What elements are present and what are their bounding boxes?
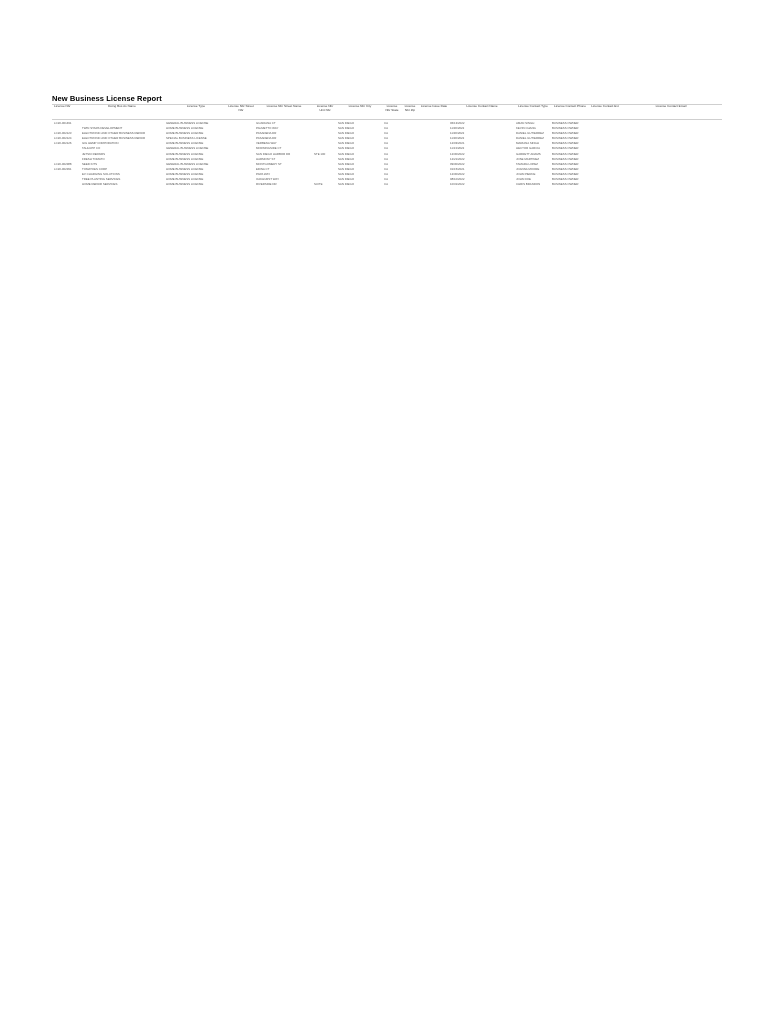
table-cell: SUITE bbox=[314, 182, 323, 187]
table-cell: SAN DIEGO bbox=[338, 171, 355, 176]
report-sheet bbox=[52, 0, 722, 1024]
table-cell: TOMATOES CORP bbox=[82, 166, 108, 171]
table-cell: PASADENA DR bbox=[256, 131, 277, 136]
table-cell: BUSINESS OWNER bbox=[552, 161, 579, 166]
table-cell: CA bbox=[384, 161, 389, 166]
table-cell: BUSINESS OWNER bbox=[552, 121, 579, 125]
table-cell: SAN DIEGO bbox=[338, 126, 355, 131]
table-cell: AMAN SINGH bbox=[516, 121, 535, 125]
report-title: New Business License Report bbox=[52, 94, 162, 103]
table-cell: BUSINESS OWNER bbox=[552, 166, 579, 171]
table-cell: SAN DIEGO bbox=[338, 182, 355, 187]
header-zip: License Nbr Zip bbox=[404, 105, 416, 112]
table-cell: HOME BUSINESS LICENSE bbox=[166, 156, 204, 161]
table-cell: EV CHARGING SOLUTIONS bbox=[82, 171, 120, 176]
table-cell: FRESH TOMATO bbox=[82, 156, 105, 161]
table-cell: VERBENA WAY bbox=[256, 141, 277, 146]
table-cell: JOSE MARTINEZ bbox=[516, 156, 540, 161]
table-cell: CA bbox=[384, 146, 389, 151]
table-cell: CA bbox=[384, 182, 389, 187]
table-cell: CA bbox=[384, 177, 389, 182]
table-cell: GIG HEMP CORPORATION bbox=[82, 141, 119, 146]
table-cell: CA bbox=[384, 171, 389, 176]
table-cell: JOHN DOE bbox=[516, 177, 531, 182]
table-cell: BUSINESS OWNER bbox=[552, 151, 579, 156]
table-cell: 12/03/2021 bbox=[450, 141, 465, 146]
header-issue-date: License Issue Date bbox=[420, 105, 448, 108]
header-unit-nbr: License Nbr Unit Nbr bbox=[316, 105, 334, 112]
table-cell: LC20-002388 bbox=[54, 161, 72, 166]
table-cell: CA bbox=[384, 141, 389, 146]
header-street-name: License Nbr Street Name bbox=[266, 105, 302, 108]
table-cell: 09/30/2022 bbox=[450, 161, 465, 166]
table-cell: LC20-001491 bbox=[54, 121, 72, 125]
table-cell: SPECIAL BUSINESS LICENSE bbox=[166, 136, 207, 141]
table-cell: CA bbox=[384, 126, 389, 131]
table-cell: GARRETT ADAMS bbox=[516, 151, 541, 156]
table-cell: TAMARA LOPEZ bbox=[516, 161, 538, 166]
table-cell: BUSINESS OWNER bbox=[552, 136, 579, 141]
table-cell: DANIEL GUTIERREZ bbox=[516, 136, 544, 141]
table-cell: HOME BUSINESS LICENSE bbox=[166, 151, 204, 156]
table-cell: 12/21/2022 bbox=[450, 156, 465, 161]
table-cell: BUSINESS OWNER bbox=[552, 182, 579, 187]
table-cell: SAN DIEGO bbox=[338, 156, 355, 161]
table-cell: SAN DIEGO HARBOR DR bbox=[256, 151, 291, 156]
table-cell: 10/31/2022 bbox=[450, 182, 465, 187]
table-cell: 11/30/2022 bbox=[450, 136, 465, 141]
table-cell: HOME BUSINESS LICENSE bbox=[166, 141, 204, 146]
table-cell: JETSKI REPAIRS bbox=[82, 151, 106, 156]
table-cell: BUSINESS OWNER bbox=[552, 171, 579, 176]
table-cell: KEVIN CHANG bbox=[516, 126, 536, 131]
header-license-type: License Type bbox=[186, 105, 206, 108]
table-cell: HECTOR GARCIA bbox=[516, 146, 541, 151]
header-state: License Nbr State bbox=[385, 105, 399, 112]
table-cell: PALMETTO WAY bbox=[256, 126, 279, 131]
table-cell: CHRIS BRANDON bbox=[516, 182, 541, 187]
table-cell: SAN DIEGO bbox=[338, 136, 355, 141]
table-cell: HOME BUSINESS LICENSE bbox=[166, 166, 204, 171]
header-contact-name: License Contact Name bbox=[466, 105, 498, 108]
table-cell: SEED KITS bbox=[82, 161, 98, 166]
table-cell: HOME BUSINESS LICENSE bbox=[166, 126, 204, 131]
table-cell: LC20-002123 bbox=[54, 131, 72, 136]
table-cell: GENERAL BUSINESS LICENSE bbox=[166, 161, 209, 166]
header-license-nbr: License Nbr bbox=[54, 105, 71, 108]
table-cell: 11/30/2022 bbox=[450, 131, 465, 136]
table-cell: BUSINESS OWNER bbox=[552, 146, 579, 151]
table-cell: MORNINGSIDE CT bbox=[256, 146, 282, 151]
header-contact-type: License Contact Type bbox=[518, 105, 548, 108]
table-cell: LC20-002124 bbox=[54, 136, 72, 141]
table-cell: OAKHURST WAY bbox=[256, 177, 280, 182]
table-cell: HOME BUSINESS LICENSE bbox=[166, 171, 204, 176]
table-cell: BUSINESS OWNER bbox=[552, 126, 579, 131]
table-cell: GUADIANA CT bbox=[256, 121, 276, 125]
table-cell: STE 100 bbox=[314, 151, 326, 156]
table-cell: HOME BUSINESS LICENSE bbox=[166, 131, 204, 136]
table-cell: GENERAL BUSINESS LICENSE bbox=[166, 121, 209, 125]
table-cell: TREE PLANTING SERVICES bbox=[82, 177, 121, 182]
table-cell: SAN DIEGO bbox=[338, 177, 355, 182]
table-cell: 11/30/2022 bbox=[450, 126, 465, 131]
table-cell: 12/30/2022 bbox=[450, 171, 465, 176]
table-cell: DANIEL GUTIERREZ bbox=[516, 131, 544, 136]
table-cell: HOME BUSINESS LICENSE bbox=[166, 177, 204, 182]
table-cell: LC20-002126 bbox=[54, 141, 72, 146]
table-cell: SAN DIEGO bbox=[338, 161, 355, 166]
table-cell: SAN DIEGO bbox=[338, 151, 355, 156]
table-cell: HARMONY ST bbox=[256, 156, 276, 161]
table-cell: CA bbox=[384, 156, 389, 161]
table-cell: ELECTRONIC AND OTHER BUSINESS REPAIR bbox=[82, 131, 146, 136]
table-cell: TWIN STARS DEVELOPMENT bbox=[82, 126, 123, 131]
table-cell: CA bbox=[384, 136, 389, 141]
table-cell: CA bbox=[384, 131, 389, 136]
table-cell: 06/13/2022 bbox=[450, 121, 465, 125]
table-cell: SAN DIEGO bbox=[338, 141, 355, 146]
table-cell: 11/13/2022 bbox=[450, 146, 465, 151]
table-cell: 01/15/2021 bbox=[450, 166, 465, 171]
table-cell: BUSINESS OWNER bbox=[552, 131, 579, 136]
table-cell: SAN DIEGO bbox=[338, 131, 355, 136]
table-cell: SAN DIEGO bbox=[338, 146, 355, 151]
table-cell: HOME BUSINESS LICENSE bbox=[166, 182, 204, 187]
table-cell: RIVERSIDE DR bbox=[256, 182, 277, 187]
table-cell: BUSINESS OWNER bbox=[552, 141, 579, 146]
header-contact-ext: License Contact Ext bbox=[591, 105, 619, 108]
table-cell: CA bbox=[384, 166, 389, 171]
table-cell: PAPA WAY bbox=[256, 171, 271, 176]
header-city: License Nbr City bbox=[348, 105, 372, 108]
table-body bbox=[52, 121, 722, 187]
table-cell: GENERAL BUSINESS LICENSE bbox=[166, 146, 209, 151]
table-cell: HOME REPAIR SERVICES bbox=[82, 182, 118, 187]
table-cell: JOHN PIERCE bbox=[516, 171, 536, 176]
header-contact-email: License Contact Email bbox=[655, 105, 687, 108]
table-cell: CA bbox=[384, 151, 389, 156]
table-cell: PASADENA DR bbox=[256, 136, 277, 141]
table-cell: BUSINESS OWNER bbox=[552, 156, 579, 161]
table-cell: LC20-002391 bbox=[54, 166, 72, 171]
table-cell: EDINA CT bbox=[256, 166, 270, 171]
table-cell: 08/10/2022 bbox=[450, 177, 465, 182]
table-cell: SAN DIEGO bbox=[338, 121, 355, 125]
table-row bbox=[52, 182, 722, 187]
header-contact-phone: License Contact Phone bbox=[554, 105, 586, 108]
table-cell: MONTGOMERY ST bbox=[256, 161, 282, 166]
table-cell: CA bbox=[384, 121, 389, 125]
table-cell: MARIANA SINGH bbox=[516, 141, 539, 146]
table-cell: TAHLUPP CO bbox=[82, 146, 101, 151]
table-cell: BUSINESS OWNER bbox=[552, 177, 579, 182]
header-street-nbr: License Nbr Street Nbr bbox=[228, 105, 254, 112]
table-cell: SAN DIEGO bbox=[338, 166, 355, 171]
header-dba-name: Doing Bus As Name bbox=[108, 105, 136, 108]
table-cell: ELECTRONIC AND OTHER BUSINESS REPAIR bbox=[82, 136, 146, 141]
table-cell: JOANNA MOORE bbox=[516, 166, 540, 171]
table-cell: 12/30/2022 bbox=[450, 151, 465, 156]
table-header bbox=[52, 104, 722, 120]
